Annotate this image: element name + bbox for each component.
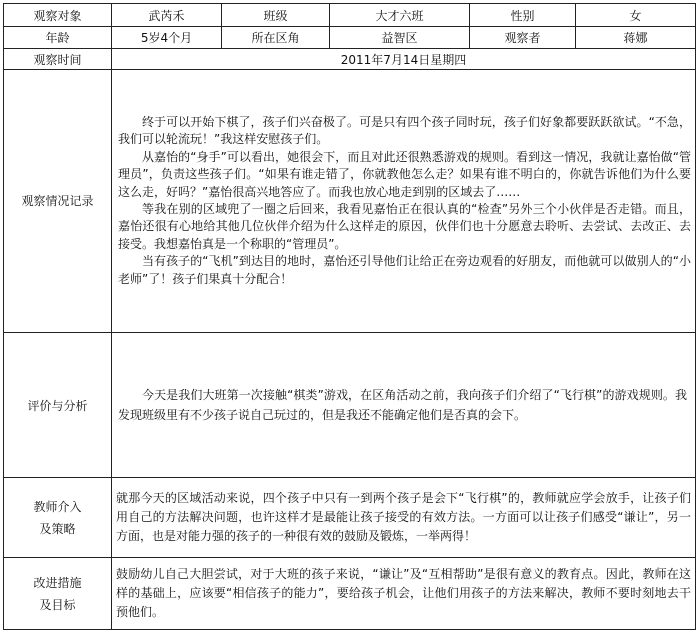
evaluation-label: 评价与分析	[4, 333, 112, 478]
improvement-label-line2: 及目标	[39, 597, 76, 612]
row-improvement	[4, 558, 696, 630]
gender-value: 女	[576, 4, 696, 27]
row-time	[4, 49, 696, 70]
record-label: 观察情况记录	[4, 70, 112, 333]
area-label: 所在区角	[222, 27, 330, 49]
area-value: 益智区	[330, 27, 470, 49]
row-evaluation	[4, 333, 696, 478]
observer-label: 观察者	[470, 27, 576, 49]
observation-form	[3, 3, 695, 630]
class-label: 班级	[222, 4, 330, 27]
improvement-label-line1: 改进措施	[33, 575, 82, 590]
row-subject	[4, 4, 696, 27]
evaluation-content	[112, 333, 696, 478]
row-age	[4, 27, 696, 49]
time-value: 2011年7月14日星期四	[112, 49, 696, 70]
observation-table	[3, 3, 696, 630]
subject-label: 观察对象	[4, 4, 112, 27]
intervention-label-line1: 教师介入	[33, 499, 82, 514]
intervention-content	[112, 478, 696, 558]
intervention-label-line2: 及策略	[39, 521, 76, 536]
evaluation-text: 今天是我们大班第一次接触“棋类”游戏，在区角活动之前，我向孩子们介绍了“飞行棋”的游戏规则。我发现班级里有不少孩子说自己玩过的，但是我还不能确定他们是否真的会下。	[118, 388, 687, 422]
class-value: 大才六班	[330, 4, 470, 27]
record-paragraph-2: 从嘉怡的“身手”可以看出，她很会下，而且对此还很熟悉游戏的规则。看到这一情况，我就让嘉怡做“管理员”，负责这些孩子们。“如果有谁走错了，你就教他怎么走？如果有谁不明白的，你就告诉他们为什么要这么走，好吗？”嘉怡很高兴地答应了。而我也放心地走到别的区域去了……	[118, 149, 691, 199]
improvement-label	[4, 558, 112, 630]
observer-value: 蒋娜	[576, 27, 696, 49]
improvement-content	[112, 558, 696, 630]
record-content	[112, 70, 696, 333]
gender-label: 性别	[470, 4, 576, 27]
age-label: 年龄	[4, 27, 112, 49]
record-paragraph-4: 当有孩子的“飞机”到达目的地时，嘉怡还引导他们让给正在旁边观看的好朋友，而他就可以做别人的“小老师”了！孩子们果真十分配合！	[118, 254, 691, 286]
record-paragraph-1: 终于可以开始下棋了，孩子们兴奋极了。可是只有四个孩子同时玩，孩子们好象都要跃跃欲试。“不急，我们可以轮流玩！”我这样安慰孩子们。	[118, 114, 691, 147]
row-record	[4, 70, 696, 333]
time-label: 观察时间	[4, 49, 112, 70]
intervention-text: 就那今天的区域活动来说，四个孩子中只有一到两个孩子是会下“飞行棋”的，教师就应学会放手，让孩子们用自己的方法解决问题，也许这样才是最能让孩子接受的有效方法。一方面可以让孩子们感受“谦让”，另一方面，也是对能力强的孩子的一种很有效的鼓励及锻炼，一举两得！	[116, 491, 691, 543]
intervention-label	[4, 478, 112, 558]
improvement-text: 鼓励幼儿自己大胆尝试，对于大班的孩子来说，“谦让”及“互相帮助”是很有意义的教育点。因此，教师在这样的基础上，应该要“相信孩子的能力”，要给孩子机会，让他们用孩子的方法来解决，教师不要时刻地去干预他们。	[116, 567, 691, 619]
record-paragraph-3: 等我在别的区域兜了一圈之后回来，我看见嘉怡正在很认真的“检查”另外三个小伙伴是否走错。而且，嘉怡还很有心地给其他几位伙伴介绍为什么这样走的原因，伙伴们也十分愿意去聆听、去尝试、去改正、去接受。我想嘉怡真是一个称职的“管理员”。	[118, 202, 691, 251]
subject-value: 武芮禾	[112, 4, 222, 27]
row-intervention	[4, 478, 696, 558]
age-value: 5岁4个月	[112, 27, 222, 49]
